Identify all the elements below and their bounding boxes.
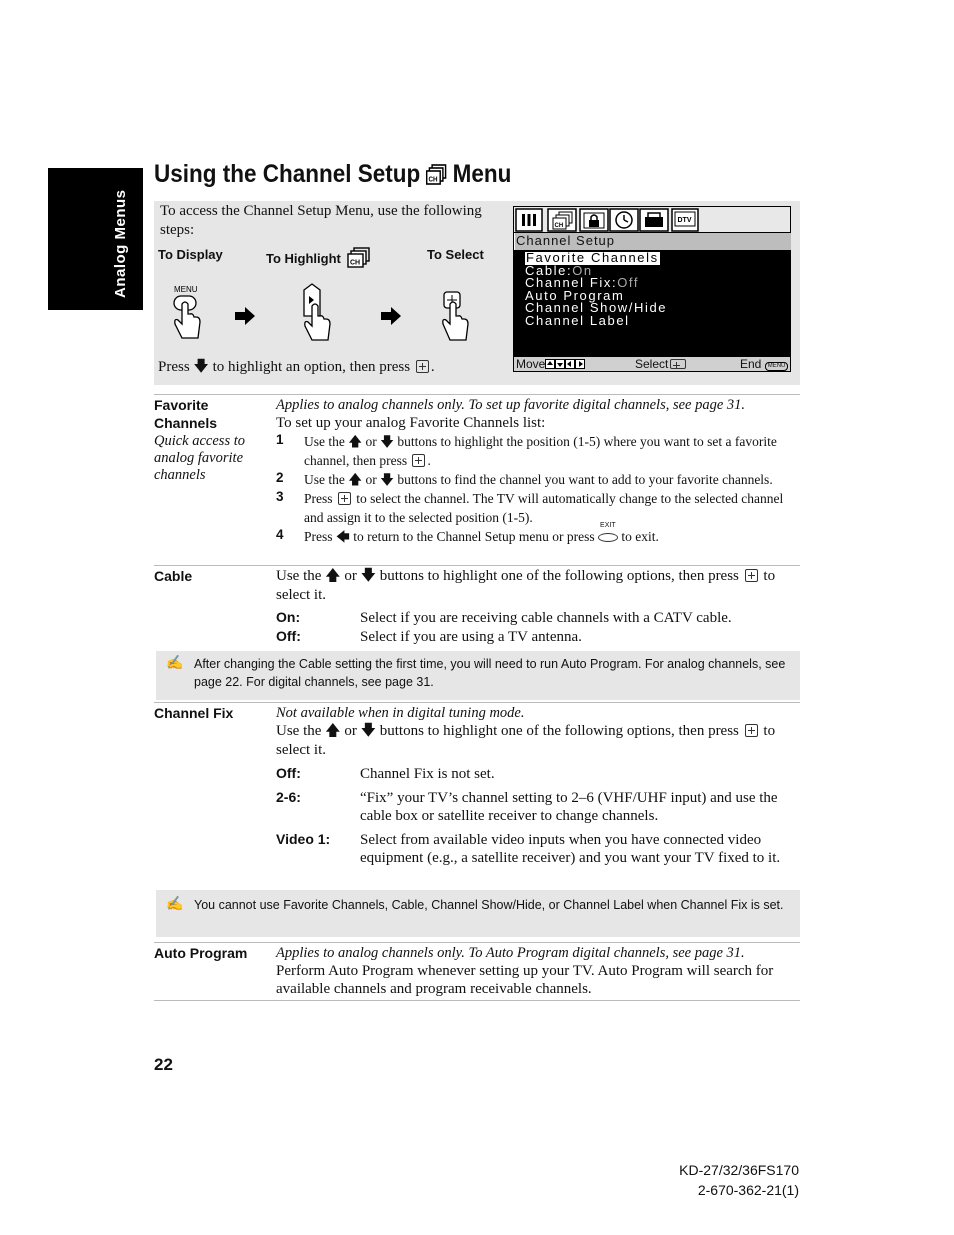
note-pencil-icon: ✍ [166,895,184,911]
step-4: 4 Press 🡄 to return to the Channel Setup menu or press EXIT to exit. [276,522,659,544]
term-auto-program: Auto Program [154,945,248,961]
term-favorite-channels: Favorite Channels [154,397,218,431]
divider [154,565,800,566]
up-arrow-icon: 🡅 [325,723,341,739]
term-cable: Cable [154,568,193,584]
title-text: Using the Channel Setup [154,160,421,188]
right-arrow-icon [380,306,402,326]
down-arrow-icon: 🡇 [380,434,395,449]
footer-end: End MENU [740,357,788,371]
fix-option-off: Off: Channel Fix is not set. [276,765,495,782]
divider [154,1000,800,1001]
channel-icon [548,209,576,231]
menu-button-icon: MENU [765,362,789,371]
menu-footer [514,357,790,371]
step-3: 3 Press to select the channel. The TV will automatically change to the selected channel and assign it to the selected position (1-5). [276,489,784,525]
svg-text:CH: CH [428,176,438,184]
hand-press-menu-icon [168,282,208,346]
select-button-icon [670,359,686,369]
menu-item-channel-show-hide[interactable]: Channel Show/Hide [525,300,668,316]
select-button-icon [416,360,429,373]
select-button-icon [338,492,351,505]
section-tab [48,168,143,310]
note-pencil-icon: ✍ [166,654,184,670]
footer-move: Move [516,357,587,371]
up-arrow-icon: 🡅 [348,472,363,487]
step-highlight-label: To Highlight CH [266,247,374,269]
menu-options-list [514,250,790,357]
menu-item-channel-label[interactable]: Channel Label [525,312,630,328]
cable-option-on: On: Select if you are receiving cable channels with a CATV cable. [276,609,732,626]
setup-icon [640,209,668,231]
step-display-label: To Display [158,247,223,262]
right-arrow-icon [234,306,256,326]
menu-icon-bar [514,207,790,233]
instructions-text: To access the Channel Setup Menu, use the following steps: [160,203,482,238]
svg-text:DTV: DTV [677,217,692,224]
channel-fix-description: Not available when in digital tuning mode. Use the 🡅 or 🡇 buttons to highlight one of the following options, then press to select it. Off: Channel Fix is not set. 2-6: “Fix” your TV’s channel setting to 2–6 (VHF/UHF input) and use the cable box or satellite receiver to change channels. Video 1: Select from available video inputs when you have connected video equipment (e.g., a satellite receiver) and you want your TV fixed to it. [276,704,796,867]
down-arrow-icon: 🡇 [360,723,376,739]
channel-setup-icon [344,247,374,269]
up-arrow-icon: 🡅 [348,434,363,449]
up-arrow-icon: 🡅 [325,568,341,584]
dtv-icon [672,209,698,231]
menu-heading: Channel Setup [515,233,791,250]
timer-icon [610,209,638,231]
select-button-icon [745,724,758,737]
picture-icon [516,209,542,231]
page-title [154,160,511,193]
menu-item-auto-program[interactable]: Auto Program [525,287,625,303]
svg-text:MENU: MENU [174,285,198,294]
page-number: 22 [154,1055,173,1074]
note-cable: ✍ After changing the Cable setting the first time, you will need to run Auto Program. For analog channels, see page 22. For digital channels, see page 31. [156,651,800,700]
svg-text:CH: CH [554,223,564,229]
favorite-aside: Quick access to analog favorite channels [154,433,245,483]
section-tab-label: Analog Menus [112,189,129,298]
down-arrow-icon: 🡇 [193,359,209,375]
favorite-description: Applies to analog channels only. To set up favorite digital channels, see page 31. To set up your analog Favorite Channels list: 1 Use the 🡅 or 🡇 buttons to highlight the position (1-5) where you want to set a favorite channel, then press . 2 Use the 🡅 or 🡇 buttons to find the channel you want to add to your favorite channels. 3 Press to select the channel. The TV will automatically change to the selected channel and assign it to the selected position (1-5). 4 Press 🡄 to return to the Channel Setup menu or press EXIT to exit. [276,396,796,546]
select-button-icon [745,569,758,582]
menu-item-cable[interactable]: Cable:On [525,262,593,278]
press-instruction: Press 🡇 to highlight an option, then press . [158,359,435,375]
tv-menu-screen [513,206,791,372]
channel-setup-icon [426,164,448,193]
divider [154,394,800,395]
fix-option-2-6: 2-6: “Fix” your TV’s channel setting to 2–6 (VHF/UHF input) and use the cable box or satellite receiver to change channels. [276,789,778,824]
menu-item-favorite-channels[interactable]: Favorite Channels [526,250,659,265]
divider [154,942,800,943]
arrow-keys-icon [545,359,587,369]
menu-item-channel-fix[interactable]: Channel Fix:Off [525,275,640,291]
cable-description: Use the 🡅 or 🡇 buttons to highlight one of the following options, then press to select it. On: Select if you are receiving cable channels with a CATV cable. Off: Select if you are using a TV antenna. [276,567,796,647]
hand-press-arrow-icon [298,282,338,346]
term-channel-fix: Channel Fix [154,705,234,721]
footer-select: Select [635,357,688,371]
step-1: 1 Use the 🡅 or 🡇 buttons to highlight the position (1-5) where you want to set a favorite channel, then press . [276,432,777,468]
select-button-icon [412,454,425,467]
svg-text:CH: CH [350,259,361,267]
parental-lock-icon [580,209,608,231]
note-channel-fix: ✍ You cannot use Favorite Channels, Cable, Channel Show/Hide, or Channel Label when Channel Fix is set. [156,890,800,937]
exit-button-icon: EXIT [598,531,618,543]
down-arrow-icon: 🡇 [380,472,395,487]
fix-option-video1: Video 1: Select from available video inputs when you have connected video equipment (e.g., a satellite receiver) and you want your TV fixed to it. [276,831,781,866]
model-info: KD-27/32/36FS170 2-670-362-21(1) [679,1162,799,1198]
step-2: 2 Use the 🡅 or 🡇 buttons to find the channel you want to add to your favorite channels. [276,470,773,487]
divider [154,702,800,703]
auto-program-description: Applies to analog channels only. To Auto Program digital channels, see page 31. Perform Auto Program whenever setting up your TV. Auto Program will search for available channels and program receivable channels. [276,945,774,997]
hand-press-select-icon [436,288,476,348]
down-arrow-icon: 🡇 [360,568,376,584]
left-arrow-icon: 🡄 [335,529,350,544]
cable-option-off: Off: Select if you are using a TV antenna. [276,628,582,645]
step-select-label: To Select [427,247,484,262]
title-text-menu: Menu [452,160,512,188]
